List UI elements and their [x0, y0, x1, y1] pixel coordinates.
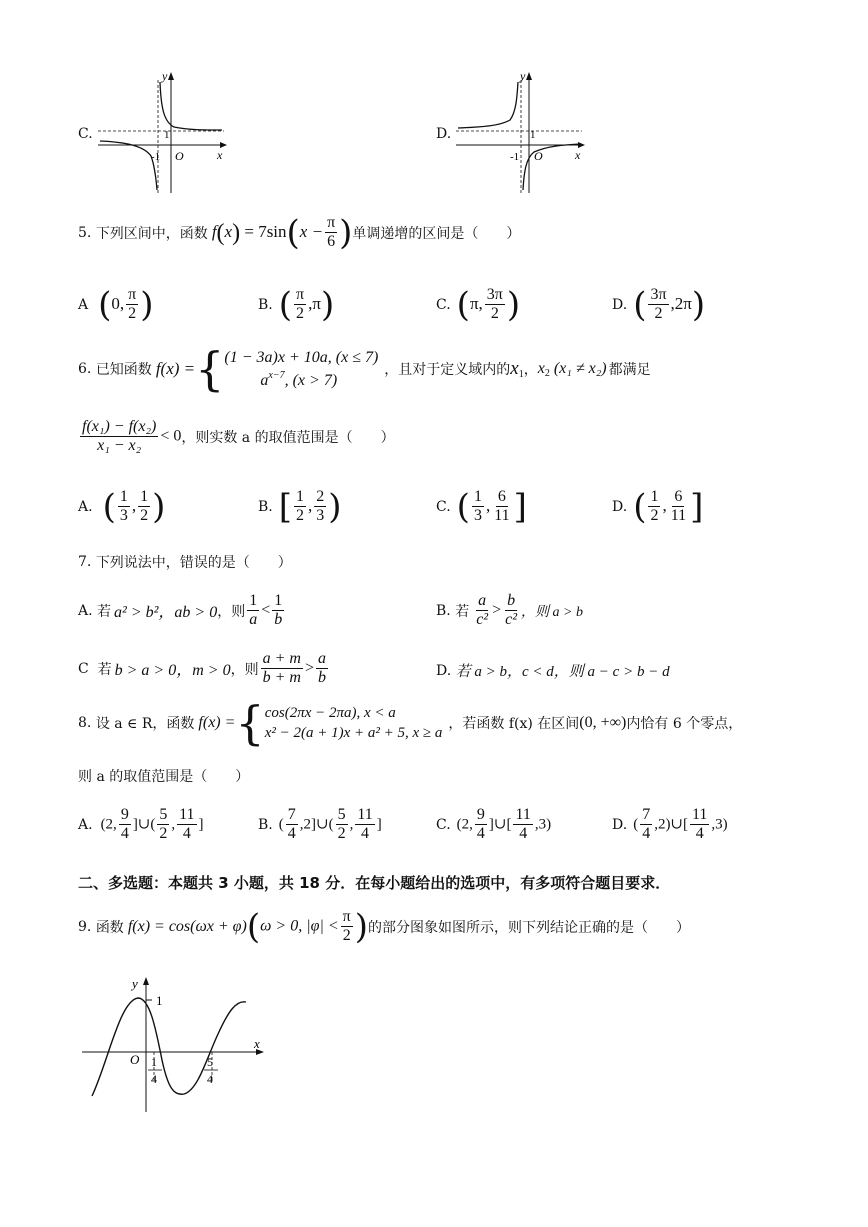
q7-option-d[interactable]: D. 若 a > b，c < d，则 a − c > b − d — [436, 662, 670, 680]
q6-option-c[interactable]: C. ( $\frac{1}{3}$ , $\frac{6}{11}$ ] — [436, 486, 527, 527]
q8-option-c[interactable]: C. (2, $\frac{9}{4}$ ]∪[ $\frac{11}{4}$ ,3) — [436, 806, 552, 843]
curve-left — [100, 141, 157, 190]
y-label: y — [520, 69, 526, 83]
q4-option-d-graph — [454, 68, 589, 196]
tick-neg1: -1 — [510, 151, 520, 163]
section-2-heading: 二、多选题：本题共 3 小题，共 18 分．在每小题给出的选项中，有多项符合题目要求． — [78, 874, 671, 892]
tick-5-4-den: 4 — [207, 1072, 213, 1086]
origin-label: O — [175, 149, 184, 163]
tick-1: 1 — [164, 129, 170, 141]
curve-right — [523, 144, 580, 190]
q4-option-d-label: D. — [436, 126, 452, 142]
q6-option-d[interactable]: D. ( $\frac{1}{2}$ , $\frac{6}{11}$ ] — [612, 486, 704, 527]
curve-left — [458, 82, 518, 128]
tick-5-4-num: 5 — [207, 1055, 213, 1069]
q5-option-a[interactable]: A (0, $\frac{\pi}{2}$ ) — [78, 284, 154, 325]
q4-option-c-label: C. — [78, 126, 93, 142]
q7-option-c[interactable]: C 若 b > a > 0，m > 0 ，则 $\frac{a + m}{b + m}$ > $\frac{a}{b}$ — [78, 650, 326, 687]
tick-neg1: -1 — [151, 151, 161, 163]
x-label: x — [254, 1036, 260, 1051]
y-axis-arrow — [168, 72, 174, 80]
q6-condition: $\frac{\text{f(x₁) − f(x₂)}}{\text{x₁ − x₂}}$ < 0 ，则实数 a 的取值范围是（ ） — [82, 418, 395, 455]
origin-label: O — [534, 149, 543, 163]
q8-ask: 则 a 的取值范围是（ ） — [78, 769, 250, 785]
q6-stem: 6. 已知函数 f(x) = { (1 − 3a)x + 10a, (x ≤ 7) $a^{x-7}$, (x > 7) ，且对于定义域内的 $x_1$ ， $x_2$ (x₁ ≠ x₂) 都满足 — [78, 342, 651, 396]
q7-stem: 7. 下列说法中，错误的是（ ） — [78, 554, 292, 571]
q9-graph — [80, 970, 270, 1120]
y-axis-arrow — [526, 72, 532, 80]
q8-option-b[interactable]: B. ( $\frac{7}{4}$ ,2]∪( $\frac{5}{2}$ , $\frac{11}{4}$ ] — [258, 806, 382, 843]
y-label: y — [132, 976, 138, 991]
q5-option-b[interactable]: B. ( $\frac{\pi}{2}$ ,π) — [258, 284, 335, 325]
q5-option-d[interactable]: D. ( $\frac{3\pi}{2}$ ,2π) — [612, 284, 706, 325]
q8-stem: 8. 设 a ∈ R，函数 f(x) = { cos(2πx − 2πa), x < a x² − 2(a + 1)x + a² + 5, x ≥ a ，若函数 f(x) 在区间 (0, +∞) 内恰有 6 个零点， — [78, 696, 743, 750]
q7-option-b[interactable]: B. 若 $\frac{a}{\text{c²}}$ > $\frac{b}{\text{c²}}$ ，则 a > b — [436, 592, 583, 629]
q4-option-c-graph — [96, 68, 231, 196]
q7-option-a[interactable]: A. 若 a² > b²，ab > 0 ，则 $\frac{1}{a}$ < $\frac{1}{b}$ — [78, 592, 283, 629]
tick-1-4-den: 4 — [151, 1072, 157, 1086]
x-label: x — [575, 148, 581, 162]
tick-1-4-num: 1 — [151, 1055, 157, 1069]
tick-1: 1 — [530, 129, 536, 141]
x-label: x — [217, 148, 223, 162]
q5-option-c[interactable]: C. (π, $\frac{3\pi}{2}$ ) — [436, 284, 521, 325]
y-axis-arrow — [143, 977, 149, 985]
origin-label: O — [130, 1052, 140, 1067]
q8-option-d[interactable]: D. ( $\frac{7}{4}$ ,2)∪[ $\frac{11}{4}$ ,3) — [612, 806, 728, 843]
q5-stem: 5. 下列区间中，函数 f(x) = 7sin(x − $\frac{\pi}{6}$ ) 单调递增的区间是（ ） — [78, 212, 521, 253]
q6-option-a[interactable]: A. ( $\frac{1}{3}$ , $\frac{1}{2}$ ) — [78, 486, 166, 527]
q9-stem: 9. 函数 f(x) = cos(ωx + φ) (ω > 0, |φ| < $\frac{\pi}{2}$ ) 的部分图象如图所示，则下列结论正确的是（ ） — [78, 906, 690, 947]
cos-curve — [92, 998, 246, 1096]
curve-right — [160, 82, 222, 130]
y-label: y — [162, 69, 168, 83]
q8-option-a[interactable]: A. (2, $\frac{9}{4}$ ]∪( $\frac{5}{2}$ , $\frac{11}{4}$ ] — [78, 806, 204, 843]
q6-option-b[interactable]: B. [ $\frac{1}{2}$ , $\frac{2}{3}$ ) — [258, 486, 342, 527]
tick-1-label: 1 — [156, 993, 163, 1008]
